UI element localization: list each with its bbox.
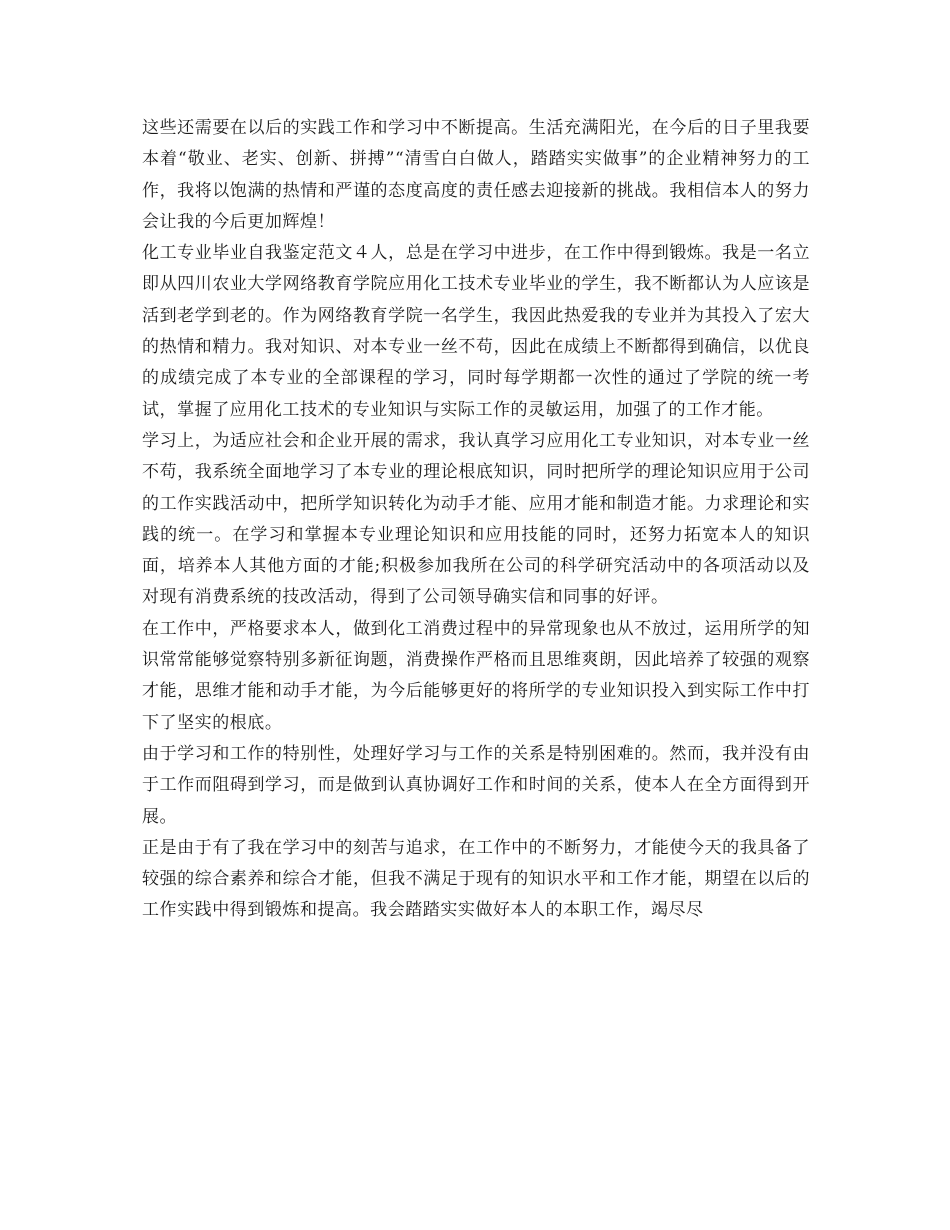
document-body [142,113,810,927]
paragraph-2: 化工专业毕业自我鉴定范文４人，总是在学习中进步，在工作中得到锻炼。我是一名立即从四川农业大学网络教育学院应用化工技术专业毕业的学生，我不断都认为人应该是活到老学到老的。作为网络教育学院一名学生，我因此热爱我的专业并为其投入了宏大的热情和精力。我对知识、对本专业一丝不苟，因此在成绩上不断都得到确信，以优良的成绩完成了本专业的全部课程的学习，同时每学期都一次性的通过了学院的统一考试，掌握了应用化工技术的专业知识与实际工作的灵敏运用，加强了的工作才能。 [142,243,810,420]
paragraph-1: 这些还需要在以后的实践工作和学习中不断提高。生活充满阳光，在今后的日子里我要本着“敬业、老实、创新、拼搏”“清雪白白做人，踏踏实实做事”的企业精神努力的工作，我将以饱满的热情和严谨的态度高度的责任感去迎接新的挑战。我相信本人的努力会让我的今后更加辉煌！ [142,118,810,232]
paragraph-5: 由于学习和工作的特别性，处理好学习与工作的关系是特别困难的。然而，我并没有由于工作而阻碍到学习，而是做到认真协调好工作和时间的关系，使本人在全方面得到开展。 [142,743,810,827]
paragraph-4: 在工作中，严格要求本人，做到化工消费过程中的异常现象也从不放过，运用所学的知识常常能够觉察特别多新征询题，消费操作严格而且思维爽朗，因此培养了较强的观察才能，思维才能和动手才能，为今后能够更好的将所学的专业知识投入到实际工作中打下了坚实的根底。 [142,618,810,733]
paragraph-3: 学习上，为适应社会和企业开展的需求，我认真学习应用化工专业知识，对本专业一丝不苟，我系统全面地学习了本专业的理论根底知识，同时把所学的理论知识应用于公司的工作实践活动中，把所学知识转化为动手才能、应用才能和制造才能。力求理论和实践的统一。在学习和掌握本专业理论知识和应用技能的同时，还努力拓宽本人的知识面，培养本人其他方面的才能;积极参加我所在公司的科学研究活动中的各项活动以及对现有消费系统的技改活动，得到了公司领导确实信和同事的好评。 [142,430,810,608]
paragraph-6: 正是由于有了我在学习中的刻苦与追求，在工作中的不断努力，才能使今天的我具备了较强的综合素养和综合才能，但我不满足于现有的知识水平和工作才能，期望在以后的工作实践中得到锻炼和提高。我会踏踏实实做好本人的本职工作，竭尽尽 [142,837,810,921]
